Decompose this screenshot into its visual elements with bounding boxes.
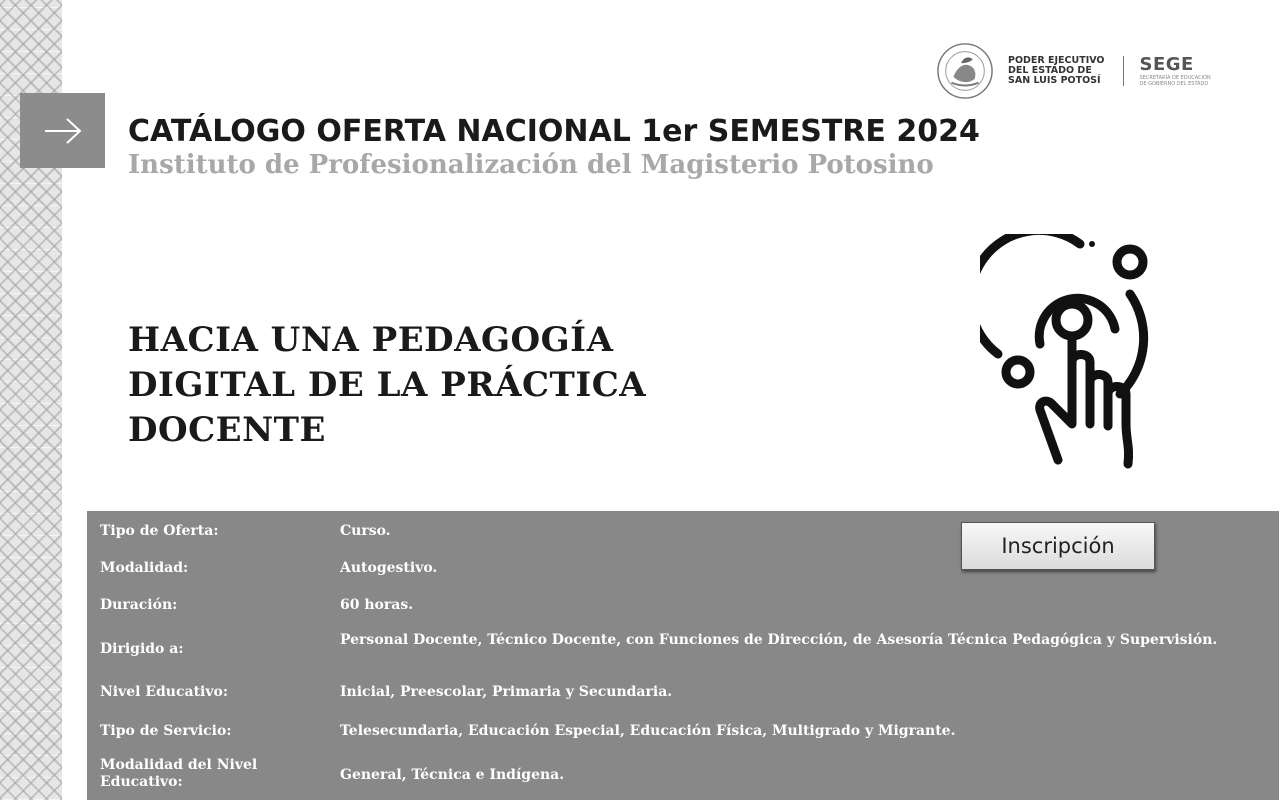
detail-value: Curso.: [340, 523, 391, 539]
poder-line-3: SAN LUIS POTOSÍ: [1008, 75, 1101, 86]
sege-logo: [1140, 55, 1211, 87]
poder-line-1: PODER EJECUTIVO: [1008, 55, 1105, 66]
arrow-right-icon: [43, 116, 83, 146]
course-title: [128, 318, 768, 453]
mexico-seal-icon: [936, 42, 994, 100]
institute-subtitle: Instituto de Profesionalización del Magisterio Potosino: [128, 150, 934, 180]
sege-subtitle-2: DE GOBIERNO DEL ESTADO: [1139, 81, 1209, 87]
detail-value: Personal Docente, Técnico Docente, con Funciones de Dirección, de Asesoría Técnica Pedagógica y Supervisión.: [340, 632, 1218, 648]
catalog-title: CATÁLOGO OFERTA NACIONAL 1er SEMESTRE 2024: [128, 114, 980, 149]
sege-subtitle-1: SECRETARÍA DE EDUCACIÓN: [1139, 75, 1211, 81]
detail-label: Modalidad del Nivel Educativo:: [100, 757, 258, 790]
detail-value: 60 horas.: [340, 597, 414, 613]
finger-touch-icon: [980, 234, 1180, 474]
sege-wordmark: SEGE: [1139, 54, 1194, 75]
course-title-line-3: DOCENTE: [128, 410, 326, 450]
detail-label: Tipo de Oferta:: [100, 523, 219, 539]
detail-label: Modalidad:: [100, 560, 189, 576]
course-title-line-1: HACIA UNA PEDAGOGÍA: [128, 320, 614, 360]
poder-ejecutivo-logo: [1008, 56, 1105, 86]
detail-value: Inicial, Preescolar, Primaria y Secundaria.: [340, 684, 673, 700]
detail-label: Duración:: [100, 597, 178, 613]
detail-value: Autogestivo.: [340, 560, 438, 576]
course-title-line-2: DIGITAL DE LA PRÁCTICA: [128, 365, 647, 405]
poder-line-2: DEL ESTADO DE: [1008, 65, 1092, 76]
logo-divider: [1123, 56, 1124, 86]
detail-value: General, Técnica e Indígena.: [340, 767, 565, 783]
detail-label: Nivel Educativo:: [100, 684, 229, 700]
detail-label: Dirigido a:: [100, 641, 184, 657]
detail-value: Telesecundaria, Educación Especial, Educación Física, Multigrado y Migrante.: [340, 723, 956, 739]
header-logos: [936, 42, 1211, 100]
detail-label: Tipo de Servicio:: [100, 723, 232, 739]
arrow-right-button[interactable]: [20, 93, 105, 168]
inscripcion-button[interactable]: Inscripción: [961, 522, 1155, 570]
